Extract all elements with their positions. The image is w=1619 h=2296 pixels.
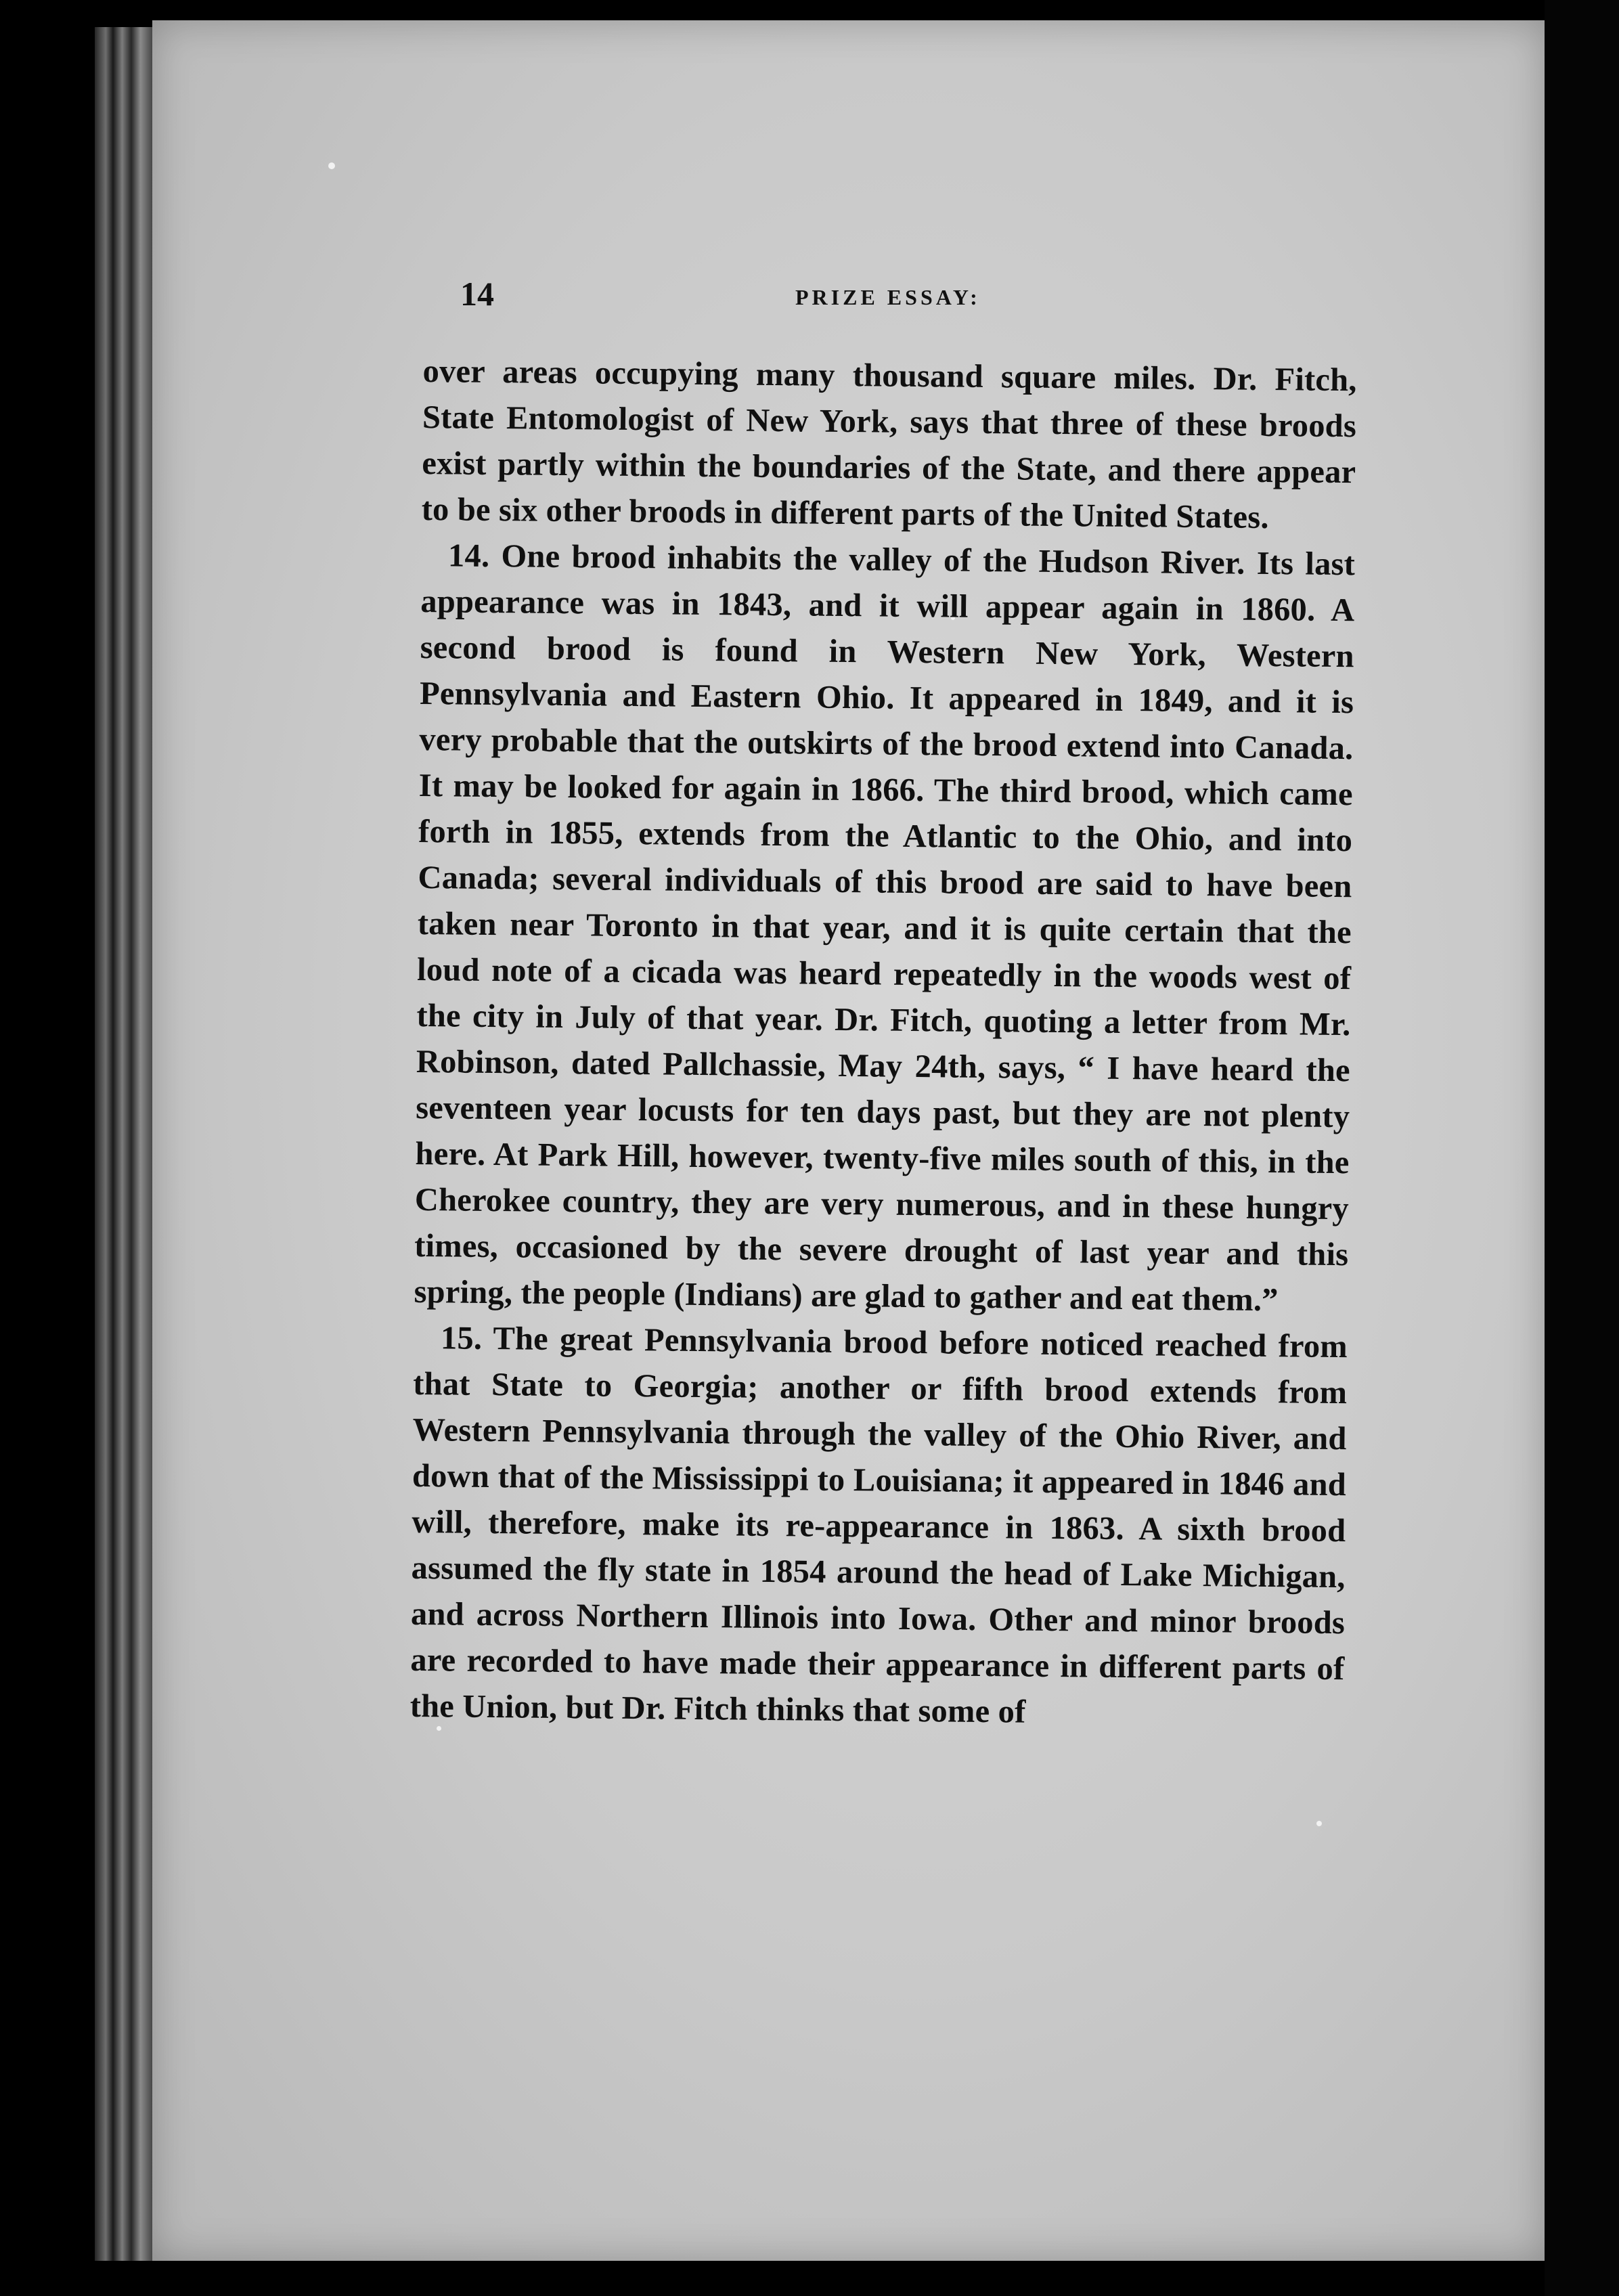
binding-edge — [95, 27, 156, 2261]
paragraph-14: 14. One brood inhabits the valley of the Hudson River. Its last appearance was in 1843, and it will appear again in 1860. A second brood is found in Western New York, Western Pennsylvania and Eastern Ohio. It appeared in 1849, and it is very probable that the outskirts of the brood extend into Canada. It may be looked for again in 1866. The third brood, which came forth in 1855, extends from the Atlantic to the Ohio, and into Canada; several individuals of this brood are said to have been taken near Toronto in that year, and it is quite certain that the loud note of a cicada was heard repeatedly in the woods west of the city in July of that year. Dr. Fitch, quoting a letter from Mr. Robinson, dated Pallchassie, May 24th, says, “ I have heard the seventeen year locusts for ten days past, but they are not plenty here. At Park Hill, however, twenty-five miles south of this, in the Cherokee country, they are very numerous, and in these hungry times, occasioned by the severe drought of last year and this spring, the people (Indians) are glad to gather and eat them.” — [414, 537, 1356, 1319]
running-head: PRIZE ESSAY: — [795, 285, 981, 309]
paragraph-15: 15. The great Pennsylvania brood before noticed reached from that State to Georgia; another or fifth brood extends from Western Pennsylvania through the valley of the Ohio River, and down that of the Mississippi to Louisiana; it appeared in 1846 and will, therefore, make its re-appearance in 1863. A sixth brood assumed the fly state in 1854 around the head of Lake Michigan, and across Northern Illinois into Iowa. Other and minor broods are recorded to have made their appearance in different parts of the Union, but Dr. Fitch thinks that some of — [409, 1320, 1348, 1730]
paper-speck — [1316, 1821, 1322, 1826]
page-number: 14 — [460, 275, 494, 313]
scan-border — [1545, 0, 1619, 2296]
paper-speck — [328, 162, 335, 169]
body-text — [409, 349, 1357, 1738]
page-header — [460, 274, 1367, 328]
paragraph-continued: over areas occupying many thousand square miles. Dr. Fitch, State Entomologist of New York, says that three of these broods exist partly within the boundaries of the State, and there appear to be six other broods in different parts of the United States. — [421, 353, 1357, 536]
